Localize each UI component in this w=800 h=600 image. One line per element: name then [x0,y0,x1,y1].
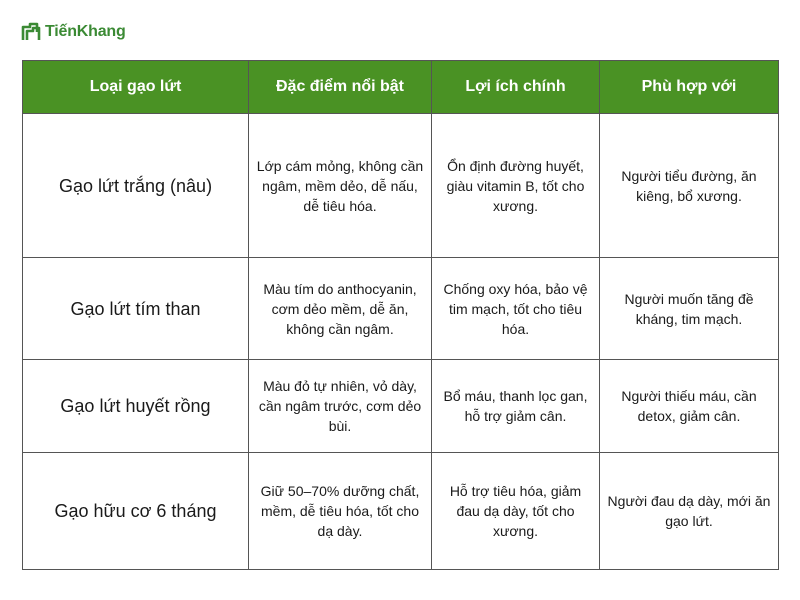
header-benefits: Lợi ích chính [432,61,600,114]
table-row [23,453,779,570]
cell-suitable: Người tiểu đường, ăn kiêng, bổ xương. [600,114,779,258]
cell-features: Màu tím do anthocyanin, cơm dẻo mềm, dễ ăn, không cần ngâm. [249,258,432,360]
cell-features: Lớp cám mỏng, không cần ngâm, mềm dẻo, dễ nấu, dễ tiêu hóa. [249,114,432,258]
header-type: Loại gạo lứt [23,61,249,114]
cell-suitable: Người đau dạ dày, mới ăn gạo lứt. [600,453,779,570]
cell-benefits: Bổ máu, thanh lọc gan, hỗ trợ giảm cân. [432,360,600,453]
cell-type: Gạo lứt trắng (nâu) [23,114,249,258]
cell-benefits: Hỗ trợ tiêu hóa, giảm đau dạ dày, tốt cho xương. [432,453,600,570]
brand-name: TiếnKhang [45,23,126,40]
cell-features: Màu đỏ tự nhiên, vỏ dày, cần ngâm trước, cơm dẻo bùi. [249,360,432,453]
cell-suitable: Người muốn tăng đề kháng, tim mạch. [600,258,779,360]
table-row [23,114,779,258]
rice-comparison-table [22,60,779,570]
cell-type: Gạo lứt tím than [23,258,249,360]
cell-benefits: Ổn định đường huyết, giàu vitamin B, tốt cho xương. [432,114,600,258]
cell-benefits: Chống oxy hóa, bảo vệ tim mạch, tốt cho tiêu hóa. [432,258,600,360]
header-features: Đặc điểm nổi bật [249,61,432,114]
cell-type: Gạo lứt huyết rồng [23,360,249,453]
table-row [23,258,779,360]
cell-type: Gạo hữu cơ 6 tháng [23,453,249,570]
brand-logo[interactable] [20,18,126,46]
table-header-row [23,61,779,114]
header-suitable: Phù hợp với [600,61,779,114]
cell-suitable: Người thiếu máu, cần detox, giảm cân. [600,360,779,453]
table-row [23,360,779,453]
logo-mark-icon [20,20,42,44]
cell-features: Giữ 50–70% dưỡng chất, mềm, dễ tiêu hóa, tốt cho dạ dày. [249,453,432,570]
